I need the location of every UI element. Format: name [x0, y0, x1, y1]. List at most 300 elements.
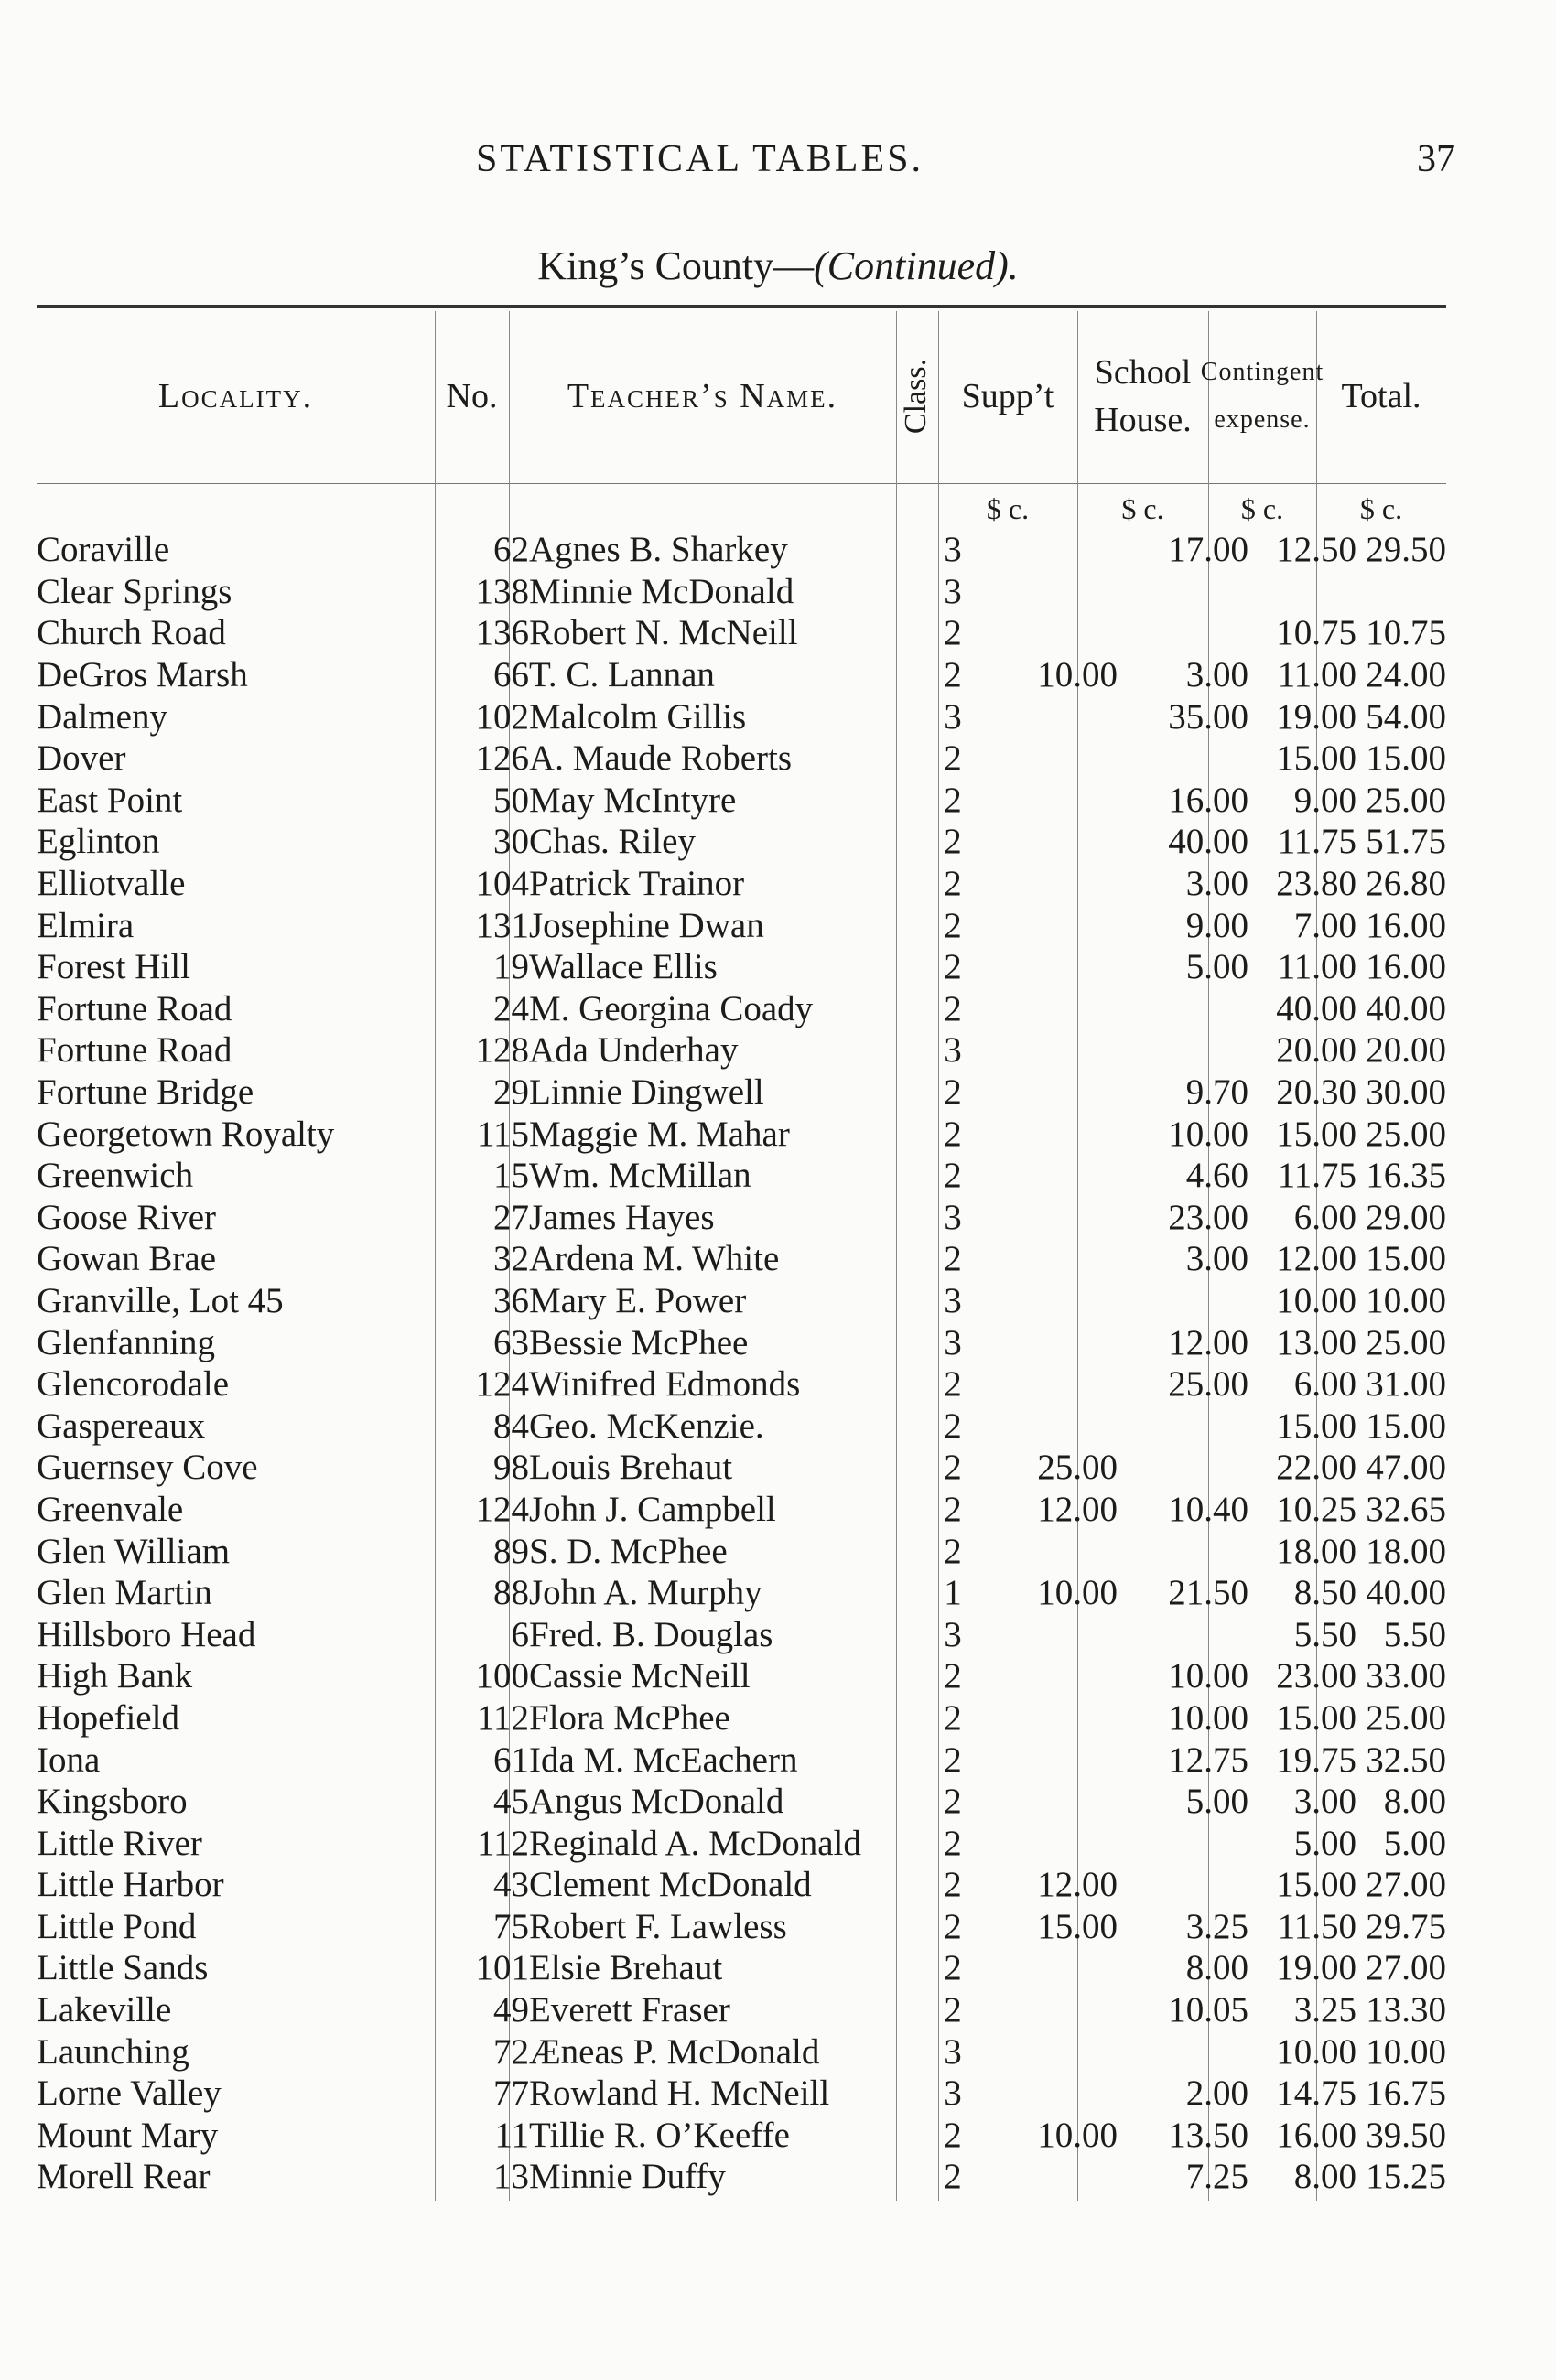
table-row	[37, 571, 1446, 613]
school-house-cell: 12.75	[1168, 1739, 1248, 1780]
supt-cell: 10.00	[1037, 2115, 1118, 2155]
total-cell: 39.50	[1366, 2115, 1446, 2155]
teacher-name-cell: Tillie R. O’Keeffe	[529, 2115, 790, 2155]
school-house-cell: 7.25	[1185, 2157, 1248, 2197]
locality-cell: Georgetown Royalty	[37, 1114, 335, 1154]
locality-cell: Glencorodale	[37, 1364, 230, 1405]
table-row	[37, 1489, 1446, 1531]
header-school-house	[1077, 311, 1208, 481]
total-cell: 54.00	[1366, 696, 1446, 737]
contingent-cell: 19.75	[1276, 1739, 1356, 1780]
locality-cell: Little River	[37, 1823, 202, 1863]
table-row	[37, 1822, 1446, 1864]
total-cell: 18.00	[1366, 1531, 1446, 1571]
school-house-cell: 9.70	[1185, 1072, 1248, 1113]
table-row	[37, 946, 1446, 988]
contingent-cell: 11.50	[1277, 1906, 1356, 1946]
total-cell: 25.00	[1366, 1697, 1446, 1738]
school-house-cell: 25.00	[1168, 1364, 1248, 1405]
header-contingent	[1200, 311, 1324, 481]
table-row	[37, 1113, 1446, 1155]
supt-cell	[974, 821, 1118, 863]
class-cell: 2	[944, 1405, 962, 1446]
contingent-cell: 12.50	[1276, 530, 1356, 570]
number-cell: 104	[475, 864, 529, 904]
contingent-cell: 10.00	[1276, 2031, 1356, 2072]
number-cell: 128	[475, 1030, 529, 1071]
contingent-cell: 6.00	[1293, 1364, 1356, 1405]
teacher-name-cell: John A. Murphy	[529, 1573, 762, 1613]
number-cell: 77	[493, 2073, 529, 2114]
supt-cell	[974, 571, 1118, 613]
teacher-name-cell: Josephine Dwan	[529, 905, 764, 945]
number-cell: 124	[475, 1364, 529, 1405]
class-cell: 3	[944, 2073, 962, 2114]
number-cell: 89	[493, 1531, 529, 1571]
total-cell: 27.00	[1366, 1948, 1446, 1988]
class-cell: 2	[944, 1364, 962, 1405]
table-row	[37, 1405, 1446, 1447]
table-row	[37, 821, 1446, 863]
total-cell: 15.00	[1366, 738, 1446, 779]
contingent-cell: 15.00	[1276, 1114, 1356, 1154]
supt-cell	[974, 1655, 1118, 1697]
teacher-name-cell: Wm. McMillan	[529, 1156, 751, 1196]
school-house-cell: 40.00	[1168, 822, 1248, 862]
running-head	[0, 137, 1556, 192]
school-house-cell	[1118, 612, 1248, 654]
locality-cell: Fortune Road	[37, 1030, 232, 1071]
contingent-cell: 11.75	[1277, 822, 1356, 862]
total-cell: 29.00	[1366, 1197, 1446, 1237]
supt-cell	[974, 1989, 1118, 2031]
class-cell: 2	[944, 905, 962, 945]
total-cell: 25.00	[1366, 780, 1446, 820]
table-row	[37, 1864, 1446, 1906]
supt-cell: 12.00	[1037, 1489, 1118, 1529]
contingent-cell: 20.30	[1276, 1072, 1356, 1113]
supt-cell	[974, 2156, 1118, 2198]
supt-cell	[974, 1155, 1118, 1197]
total-cell: 32.65	[1366, 1489, 1446, 1529]
teacher-name-cell: M. Georgina Coady	[529, 988, 814, 1028]
teacher-name-cell: Linnie Dingwell	[529, 1072, 764, 1113]
class-cell: 2	[944, 864, 962, 904]
top-rule	[37, 305, 1446, 308]
contingent-cell: 10.00	[1276, 1280, 1356, 1320]
class-cell: 2	[944, 613, 962, 653]
teacher-name-cell: Chas. Riley	[529, 822, 696, 862]
teacher-name-cell: Ardena M. White	[529, 1239, 780, 1279]
supt-cell	[974, 780, 1118, 822]
total-cell: 31.00	[1366, 1364, 1446, 1405]
header-contingent-line2: expense.	[1214, 405, 1311, 434]
locality-cell: Glenfanning	[37, 1322, 215, 1362]
number-cell: 100	[475, 1656, 529, 1696]
school-house-cell: 23.00	[1168, 1197, 1248, 1237]
supt-cell	[974, 529, 1118, 571]
supt-cell	[974, 1197, 1118, 1239]
school-house-cell: 13.50	[1168, 2115, 1248, 2155]
header-contingent-line1: Contingent	[1200, 358, 1324, 386]
table-row	[37, 1739, 1446, 1781]
contingent-cell: 22.00	[1276, 1448, 1356, 1488]
locality-cell: Dover	[37, 738, 126, 779]
table-row	[37, 1906, 1446, 1948]
supt-cell	[974, 1029, 1118, 1072]
contingent-cell: 19.00	[1276, 696, 1356, 737]
header-locality: Locality.	[157, 377, 314, 415]
table-row	[37, 695, 1446, 738]
teacher-name-cell: A. Maude Roberts	[529, 738, 793, 779]
contingent-cell: 3.25	[1293, 1990, 1356, 2030]
locality-cell: Gowan Brae	[37, 1239, 217, 1279]
table-row	[37, 1363, 1446, 1405]
class-cell: 3	[944, 1614, 962, 1654]
school-house-cell	[1118, 1405, 1248, 1447]
contingent-cell: 12.00	[1276, 1239, 1356, 1279]
total-cell: 24.00	[1366, 655, 1446, 695]
total-cell: 13.30	[1366, 1990, 1446, 2030]
number-cell: 11	[494, 2115, 529, 2155]
class-cell: 3	[944, 1030, 962, 1071]
table-title-main: King’s County—	[537, 243, 815, 288]
number-cell: 84	[493, 1405, 529, 1446]
locality-cell: Glen Martin	[37, 1573, 212, 1613]
locality-cell: Launching	[37, 2031, 189, 2072]
contingent-cell: 7.00	[1293, 905, 1356, 945]
total-cell: 16.00	[1366, 947, 1446, 987]
locality-cell: Greenwich	[37, 1156, 194, 1196]
number-cell: 49	[493, 1990, 529, 2030]
total-cell: 10.00	[1366, 2031, 1446, 2072]
number-cell: 30	[493, 822, 529, 862]
contingent-cell: 8.00	[1293, 2157, 1356, 2197]
total-cell: 47.00	[1366, 1448, 1446, 1488]
class-cell: 2	[944, 1823, 962, 1863]
table-row	[37, 1530, 1446, 1572]
teacher-name-cell: Angus McDonald	[529, 1782, 784, 1822]
locality-cell: Fortune Bridge	[37, 1072, 254, 1113]
school-house-cell	[1118, 1280, 1248, 1322]
locality-cell: Hillsboro Head	[37, 1614, 256, 1654]
table-row	[37, 1321, 1446, 1363]
table-row	[37, 1072, 1446, 1114]
class-cell: 1	[944, 1573, 962, 1613]
total-cell: 10.00	[1366, 1280, 1446, 1320]
total-cell: 40.00	[1366, 1573, 1446, 1613]
school-house-cell: 2.00	[1185, 2073, 1248, 2114]
school-house-cell	[1118, 571, 1248, 613]
number-cell: 102	[475, 696, 529, 737]
supt-cell	[974, 1072, 1118, 1114]
header-no: No.	[446, 377, 498, 415]
teacher-name-cell: Fred. B. Douglas	[529, 1614, 773, 1654]
school-house-cell	[1118, 988, 1248, 1030]
school-house-cell: 3.00	[1185, 1239, 1248, 1279]
class-cell: 2	[944, 1739, 962, 1780]
teacher-name-cell: Ada Underhay	[529, 1030, 739, 1071]
number-cell: 138	[475, 571, 529, 611]
number-cell: 112	[476, 1697, 529, 1738]
contingent-cell: 15.00	[1276, 1697, 1356, 1738]
header-class	[895, 311, 937, 481]
table-title-continued: (Continued).	[814, 243, 1019, 288]
locality-cell: Elmira	[37, 905, 135, 945]
locality-cell: Goose River	[37, 1197, 217, 1237]
class-cell: 2	[944, 1531, 962, 1571]
supt-cell	[974, 1697, 1118, 1739]
unit-house: $ c.	[1121, 492, 1164, 525]
class-cell: 2	[944, 947, 962, 987]
supt-cell	[974, 1363, 1118, 1405]
locality-cell: Greenvale	[37, 1489, 184, 1529]
number-cell: 19	[493, 947, 529, 987]
number-cell: 136	[475, 613, 529, 653]
supt-cell	[974, 1739, 1118, 1781]
number-cell: 15	[493, 1156, 529, 1196]
class-cell: 2	[944, 1990, 962, 2030]
table-row	[37, 1947, 1446, 1989]
teacher-name-cell: Everett Fraser	[529, 1990, 730, 2030]
total-cell: 5.00	[1383, 1823, 1446, 1863]
supt-cell: 10.00	[1037, 1573, 1118, 1613]
number-cell: 32	[493, 1239, 529, 1279]
total-cell: 25.00	[1366, 1322, 1446, 1362]
class-cell: 2	[944, 1906, 962, 1946]
table-row	[37, 904, 1446, 946]
class-cell: 2	[944, 738, 962, 779]
teacher-name-cell: Clement McDonald	[529, 1865, 812, 1905]
table-row	[37, 1613, 1446, 1655]
total-cell: 40.00	[1366, 988, 1446, 1028]
header-class-label: Class.	[899, 358, 933, 435]
teacher-name-cell: Flora McPhee	[529, 1697, 730, 1738]
locality-cell: Lakeville	[37, 1990, 172, 2030]
number-cell: 63	[493, 1322, 529, 1362]
school-house-cell: 3.00	[1185, 655, 1248, 695]
school-house-cell: 5.00	[1185, 947, 1248, 987]
table-row	[37, 780, 1446, 822]
table-row	[37, 612, 1446, 654]
supt-cell: 15.00	[1037, 1906, 1118, 1946]
supt-cell	[974, 946, 1118, 988]
contingent-cell: 14.75	[1276, 2073, 1356, 2114]
teacher-name-cell: Agnes B. Sharkey	[529, 530, 788, 570]
supt-cell	[974, 1947, 1118, 1989]
teacher-name-cell: Bessie McPhee	[529, 1322, 749, 1362]
class-cell: 3	[944, 530, 962, 570]
number-cell: 115	[476, 1114, 529, 1154]
teacher-name-cell: Malcolm Gillis	[529, 696, 747, 737]
school-house-cell	[1118, 2030, 1248, 2073]
contingent-cell: 16.00	[1276, 2115, 1356, 2155]
locality-cell: Lorne Valley	[37, 2073, 222, 2114]
teacher-name-cell: T. C. Lannan	[529, 655, 715, 695]
school-house-cell	[1118, 738, 1248, 780]
locality-cell: High Bank	[37, 1656, 193, 1696]
class-cell: 2	[944, 655, 962, 695]
teacher-name-cell: Elsie Brehaut	[529, 1948, 723, 1988]
class-cell: 2	[944, 1239, 962, 1279]
school-house-cell	[1118, 1447, 1248, 1489]
unit-supt: $ c.	[986, 492, 1030, 525]
class-cell: 2	[944, 988, 962, 1028]
class-cell: 3	[944, 1197, 962, 1237]
contingent-cell: 11.00	[1277, 947, 1356, 987]
contingent-cell: 15.00	[1276, 1865, 1356, 1905]
school-house-cell: 3.00	[1185, 864, 1248, 904]
table-row	[37, 738, 1446, 780]
total-cell: 16.00	[1366, 905, 1446, 945]
number-cell: 29	[493, 1072, 529, 1113]
number-cell: 62	[493, 530, 529, 570]
table-row	[37, 2073, 1446, 2115]
teacher-name-cell: Maggie M. Mahar	[529, 1114, 790, 1154]
table-row	[37, 1572, 1446, 1614]
number-cell: 6	[511, 1614, 529, 1654]
supt-cell	[974, 1405, 1118, 1447]
teacher-name-cell: Rowland H. McNeill	[529, 2073, 830, 2114]
contingent-cell: 11.75	[1277, 1156, 1356, 1196]
supt-cell	[974, 1238, 1118, 1280]
locality-cell: Little Sands	[37, 1948, 209, 1988]
teacher-name-cell: James Hayes	[529, 1197, 715, 1237]
number-cell: 61	[493, 1739, 529, 1780]
locality-cell: Coraville	[37, 530, 170, 570]
teacher-name-cell: Minnie Duffy	[529, 2157, 726, 2197]
contingent-cell: 6.00	[1293, 1197, 1356, 1237]
contingent-cell: 40.00	[1276, 988, 1356, 1028]
locality-cell: Dalmeny	[37, 696, 167, 737]
locality-cell: DeGros Marsh	[37, 655, 248, 695]
supt-cell	[974, 1822, 1118, 1864]
supt-cell	[974, 695, 1118, 738]
header-teacher-name: Teacher’s Name.	[567, 377, 838, 415]
table-row	[37, 863, 1446, 905]
locality-cell: Little Pond	[37, 1906, 197, 1946]
table-row	[37, 1197, 1446, 1239]
supt-cell	[974, 2030, 1118, 2073]
total-cell: 8.00	[1383, 1782, 1446, 1822]
number-cell: 66	[493, 655, 529, 695]
school-house-cell	[1118, 1864, 1248, 1906]
table-row	[37, 1280, 1446, 1322]
total-cell: 33.00	[1366, 1656, 1446, 1696]
locality-cell: Glen William	[37, 1531, 231, 1571]
locality-cell: Gaspereaux	[37, 1405, 206, 1446]
number-cell: 124	[475, 1489, 529, 1529]
locality-cell: Hopefield	[37, 1697, 179, 1738]
locality-cell: Church Road	[37, 613, 226, 653]
contingent-cell: 19.00	[1276, 1948, 1356, 1988]
number-cell: 50	[493, 780, 529, 820]
total-cell: 20.00	[1366, 1030, 1446, 1071]
total-cell: 15.00	[1366, 1405, 1446, 1446]
total-cell	[1356, 571, 1446, 613]
locality-cell: East Point	[37, 780, 183, 820]
number-cell: 98	[493, 1448, 529, 1488]
school-house-cell: 10.00	[1168, 1656, 1248, 1696]
class-cell: 2	[944, 1656, 962, 1696]
total-cell: 16.75	[1366, 2073, 1446, 2114]
teacher-name-cell: S. D. McPhee	[529, 1531, 728, 1571]
table-row	[37, 1989, 1446, 2031]
number-cell: 13	[493, 2157, 529, 2197]
class-cell: 2	[944, 1114, 962, 1154]
number-cell: 24	[493, 988, 529, 1028]
school-house-cell: 9.00	[1185, 905, 1248, 945]
running-title: STATISTICAL TABLES.	[476, 138, 924, 180]
total-cell: 27.00	[1366, 1865, 1446, 1905]
locality-cell: Iona	[37, 1739, 101, 1780]
number-cell: 27	[493, 1197, 529, 1237]
supt-cell: 10.00	[1037, 655, 1118, 695]
teacher-name-cell: Robert F. Lawless	[529, 1906, 787, 1946]
teacher-name-cell: Minnie McDonald	[529, 571, 794, 611]
contingent-cell: 5.50	[1293, 1614, 1356, 1654]
header-school-house-line2: House.	[1094, 401, 1192, 439]
teacher-name-cell: John J. Campbell	[529, 1489, 776, 1529]
contingent-cell: 15.00	[1276, 1405, 1356, 1446]
number-cell: 88	[493, 1573, 529, 1613]
statistics-table	[37, 529, 1446, 2198]
class-cell: 2	[944, 1156, 962, 1196]
school-house-cell: 12.00	[1168, 1322, 1248, 1362]
supt-cell	[974, 1530, 1118, 1572]
contingent-cell: 9.00	[1293, 780, 1356, 820]
table-row	[37, 2115, 1446, 2157]
class-cell: 3	[944, 1280, 962, 1320]
header-rule	[37, 483, 1446, 484]
table-title	[0, 242, 1556, 289]
school-house-cell: 35.00	[1168, 696, 1248, 737]
table-row	[37, 654, 1446, 696]
table-row	[37, 1238, 1446, 1280]
supt-cell	[974, 2073, 1118, 2115]
supt-cell	[974, 863, 1118, 905]
total-cell: 10.75	[1366, 613, 1446, 653]
number-cell: 101	[475, 1948, 529, 1988]
school-house-cell	[1118, 1822, 1248, 1864]
number-cell: 112	[476, 1823, 529, 1863]
class-cell: 3	[944, 2031, 962, 2072]
class-cell: 2	[944, 2157, 962, 2197]
supt-cell	[974, 1321, 1118, 1363]
teacher-name-cell: Louis Brehaut	[529, 1448, 733, 1488]
table-row	[37, 1655, 1446, 1697]
contingent-cell: 23.80	[1276, 864, 1356, 904]
locality-cell: Fortune Road	[37, 988, 232, 1028]
contingent-cell: 23.00	[1276, 1656, 1356, 1696]
class-cell: 3	[944, 1322, 962, 1362]
locality-cell: Kingsboro	[37, 1782, 188, 1822]
teacher-name-cell: Reginald A. McDonald	[529, 1823, 861, 1863]
table-row	[37, 1155, 1446, 1197]
unit-contingent: $ c.	[1240, 492, 1284, 525]
supt-cell	[974, 1113, 1118, 1155]
total-cell: 51.75	[1366, 822, 1446, 862]
teacher-name-cell: Mary E. Power	[529, 1280, 747, 1320]
class-cell: 2	[944, 1448, 962, 1488]
teacher-name-cell: Robert N. McNeill	[529, 613, 798, 653]
table-row	[37, 1447, 1446, 1489]
supt-cell	[974, 1613, 1118, 1655]
header-supt: Supp’t	[961, 377, 1054, 415]
table-row	[37, 988, 1446, 1030]
header-school-house-line1: School	[1094, 353, 1192, 392]
locality-cell: Eglinton	[37, 822, 160, 862]
